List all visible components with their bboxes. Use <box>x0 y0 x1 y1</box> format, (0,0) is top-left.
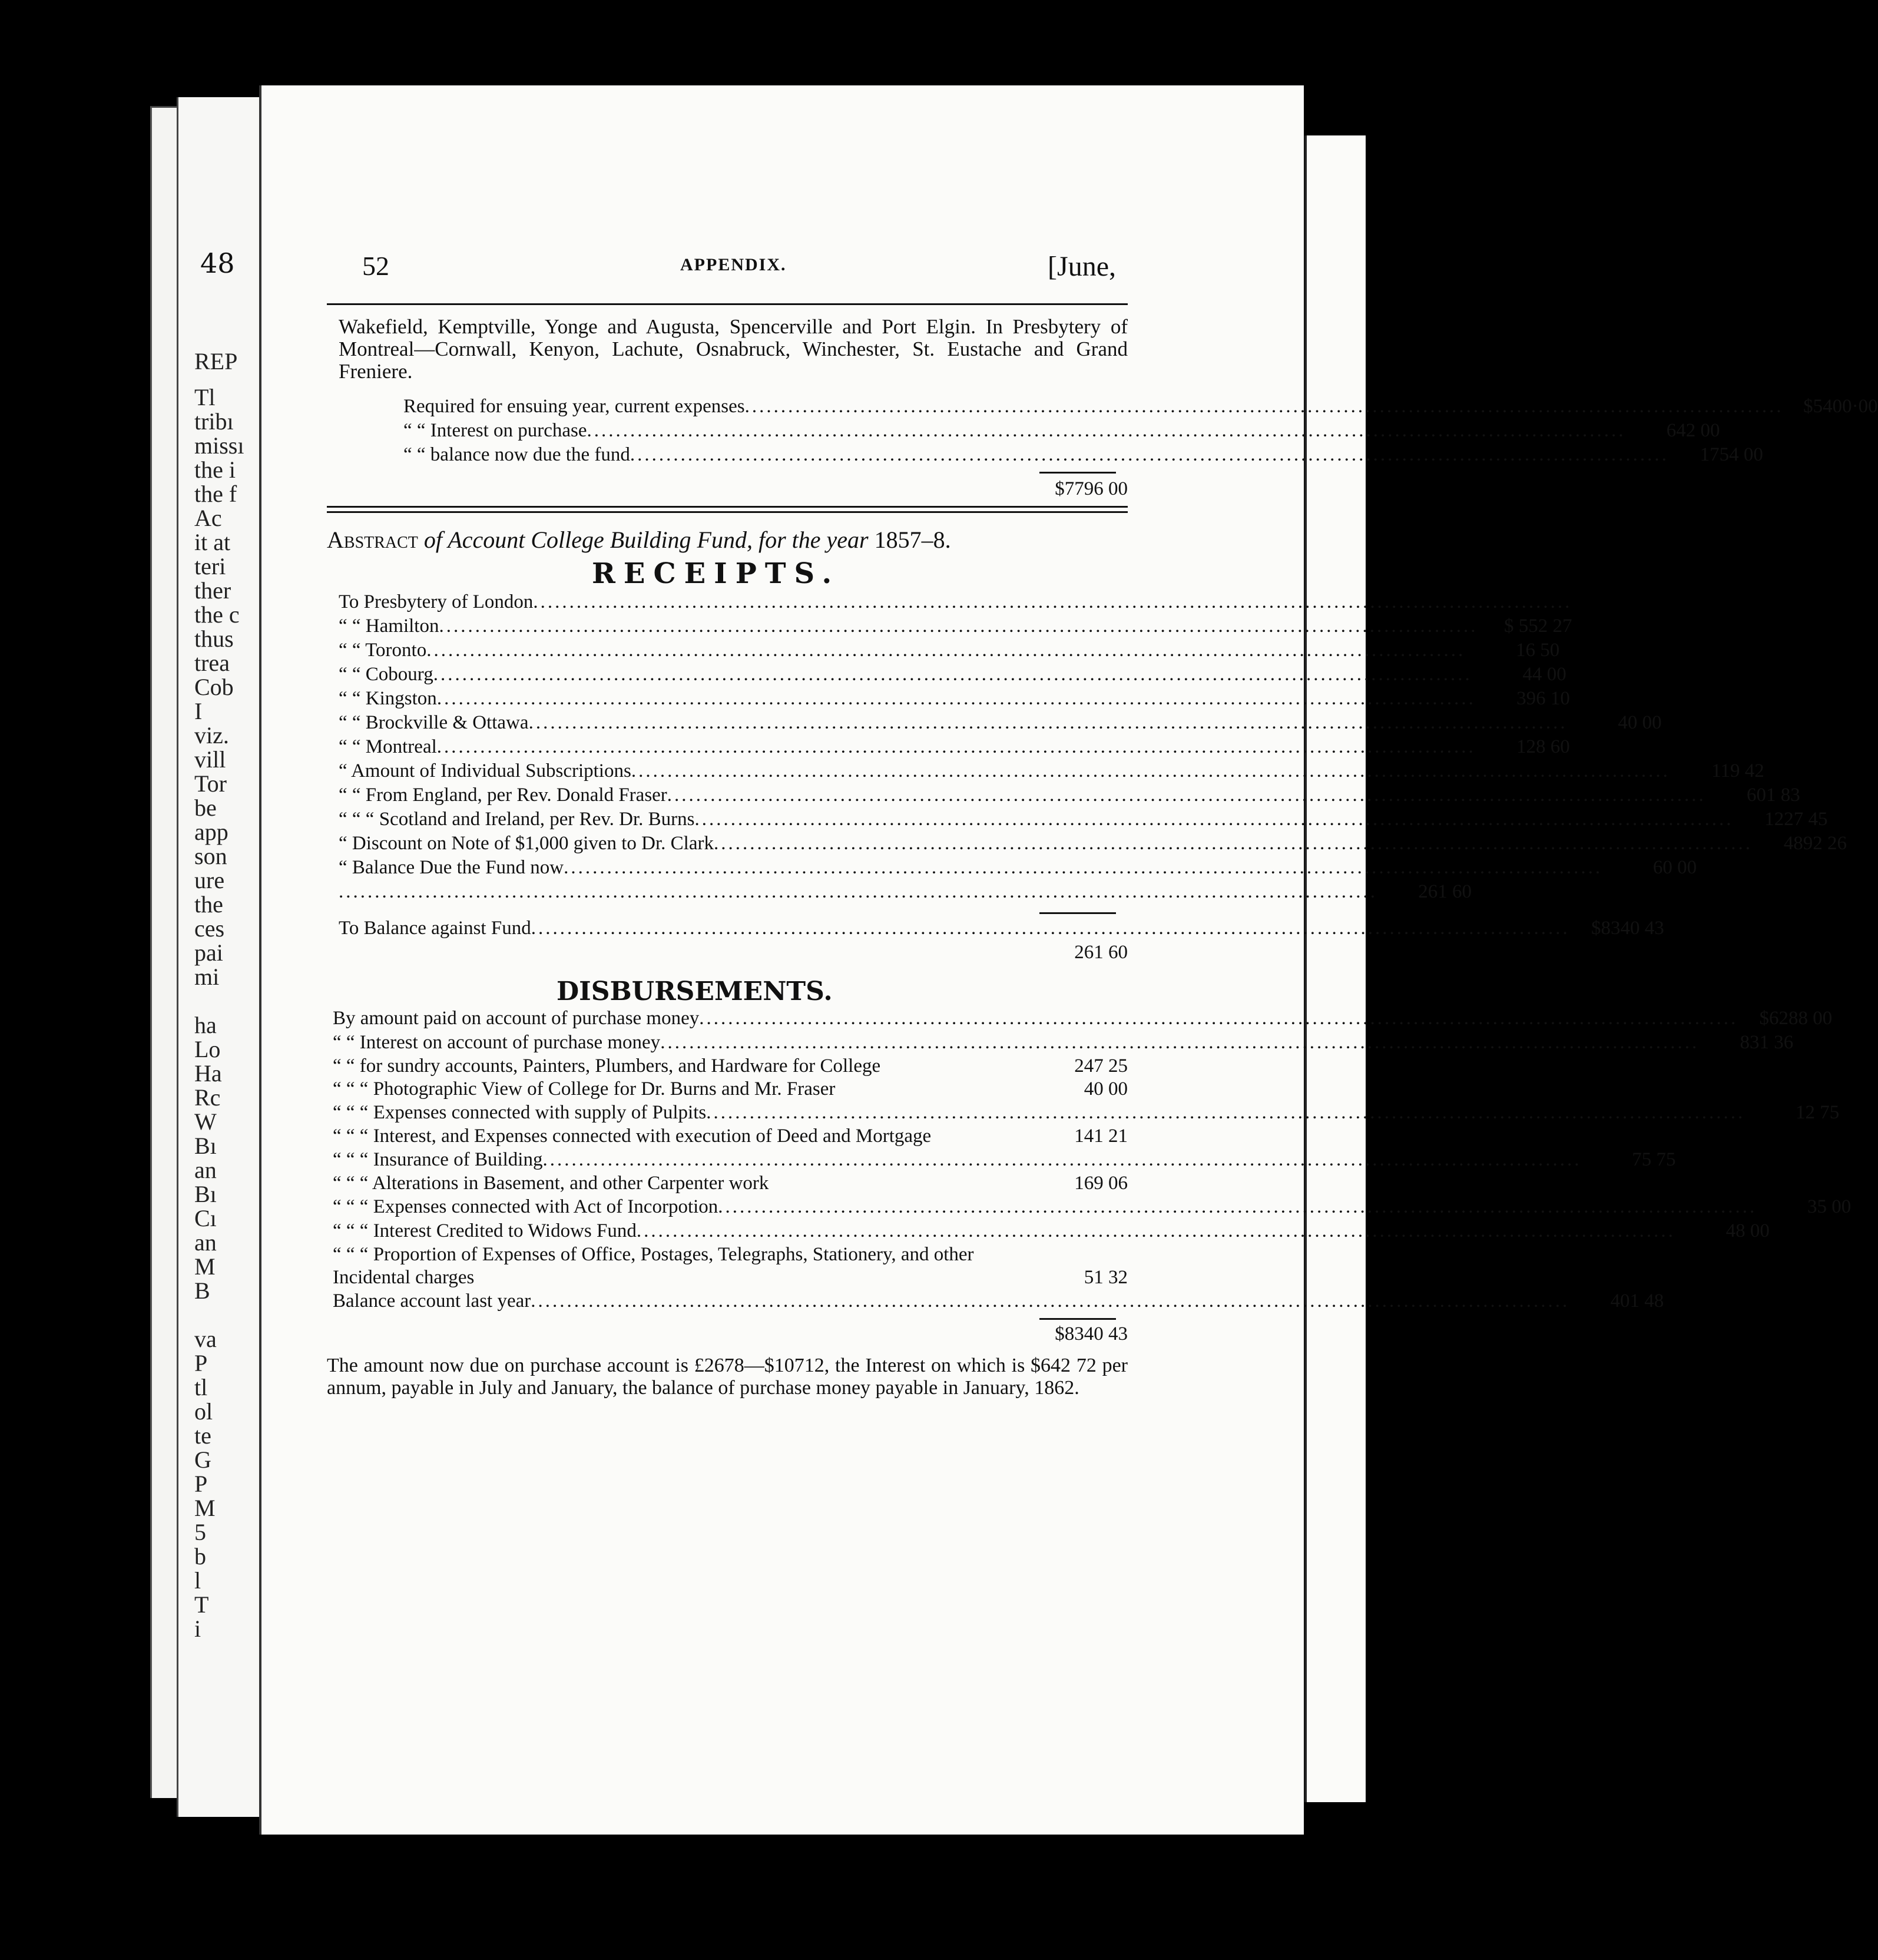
receipt-row-amount: 601 83 <box>1747 784 1800 806</box>
dot-leader <box>637 1219 1675 1243</box>
receipt-row <box>339 832 1847 856</box>
receipt-row-amount: 1227 45 <box>1764 809 1828 830</box>
disbursement-row-amount: 169 06 <box>1074 1173 1128 1194</box>
disbursement-row <box>333 1195 1851 1219</box>
required-row <box>403 443 1763 467</box>
receipt-row-amount: 4892 26 <box>1783 833 1847 854</box>
receipt-row-label: “ Discount on Note of $1,000 given to Dr. Clark <box>339 833 714 854</box>
dot-leader <box>660 1031 1699 1055</box>
receipt-row-label: “ “ Brockville & Ottawa <box>339 712 529 733</box>
disbursement-row-label: By amount paid on account of purchase money <box>333 1008 700 1029</box>
balance-against-row <box>339 941 1128 965</box>
disbursements-sum-rule <box>1039 1318 1116 1320</box>
required-row-amount: $5400·00 <box>1803 396 1878 417</box>
receipts-sum-rule <box>1039 912 1116 914</box>
left-line-fragment: Bı <box>194 1181 217 1207</box>
disbursement-row <box>333 1148 1676 1172</box>
dot-leader <box>630 443 1669 467</box>
dot-leader <box>339 880 1377 904</box>
dot-leader <box>529 711 1568 735</box>
disbursement-row-amount: 141 21 <box>1074 1125 1128 1147</box>
receipt-row-label: “ “ Toronto <box>339 640 427 661</box>
disbursement-row <box>333 1055 1128 1078</box>
left-line-fragment: Ha <box>194 1060 222 1087</box>
left-line-fragment: Rc <box>194 1084 221 1111</box>
disbursement-row-amount: 401 48 <box>1610 1290 1664 1312</box>
running-date: [June, <box>1048 251 1116 282</box>
required-row-label: “ “ balance now due the fund <box>403 444 630 465</box>
left-line-fragment: mi <box>194 964 220 990</box>
disbursement-row-label: “ “ Interest on account of purchase money <box>333 1032 661 1053</box>
dot-leader <box>745 395 1784 419</box>
header-rule <box>327 303 1128 305</box>
disbursement-row-label: “ “ for sundry accounts, Painters, Plumbers, and Hardware for College <box>333 1055 881 1077</box>
left-line-fragment: the <box>194 891 223 918</box>
required-total-row <box>403 477 1128 501</box>
dot-leader <box>542 1148 1581 1172</box>
disbursement-row-amount: 75 75 <box>1632 1149 1676 1170</box>
disbursement-row-label: “ “ “ Expenses connected with supply of Pulpits <box>333 1102 707 1123</box>
page-number: 52 <box>362 251 389 281</box>
disbursement-row <box>333 1289 1664 1313</box>
disbursements-table <box>327 1007 1851 1346</box>
intro-paragraph: Wakefield, Kemptville, Yonge and Augusta, Spencerville and Port Elgin. In Presbytery of Montreal—Cornwall, Kenyon, Lachute, Osnabruck, Winchester, St. Eustache and Grand Freniere. <box>339 315 1128 383</box>
left-line-fragment: l <box>194 1567 201 1594</box>
disbursement-row-amount: 48 00 <box>1725 1220 1770 1241</box>
left-line-fragment: thus <box>194 625 234 652</box>
disbursement-row-amount: 247 25 <box>1074 1055 1128 1077</box>
receipt-row <box>339 783 1800 807</box>
left-line-fragment: teri <box>194 553 226 580</box>
disbursements-total: $8340 43 <box>1055 1323 1128 1345</box>
disbursement-row-amount: $6288 00 <box>1759 1008 1833 1029</box>
left-line-fragment: viz. <box>194 722 229 749</box>
left-line-fragment: missı <box>194 432 244 459</box>
required-total: $7796 00 <box>1055 478 1128 499</box>
disbursement-row <box>333 1007 1833 1031</box>
left-line-fragment: vill <box>194 746 226 773</box>
left-line-fragment: Lo <box>194 1036 221 1062</box>
disbursement-row-label: “ “ “ Insurance of Building <box>333 1149 543 1170</box>
abstract-heading <box>327 526 1128 554</box>
receipts-total-row <box>339 916 1664 941</box>
dot-leader <box>437 735 1476 759</box>
left-line-fragment: Tor <box>194 770 227 797</box>
section-double-rule <box>327 506 1128 513</box>
disbursement-row <box>333 1219 1770 1243</box>
dot-leader <box>718 1195 1757 1219</box>
disbursement-row <box>333 1101 1840 1125</box>
left-line-fragment: an <box>194 1157 217 1183</box>
left-line-fragment: Cı <box>194 1205 217 1231</box>
left-line-fragment: i <box>194 1615 201 1642</box>
disbursement-row <box>333 1243 1128 1289</box>
balance-against-amount: 261 60 <box>1074 942 1128 963</box>
receipts-table <box>327 590 1847 965</box>
next-page-edge <box>1304 135 1366 1802</box>
required-row-label: “ “ Interest on purchase <box>403 420 587 441</box>
disbursement-row-label: “ “ “ Photographic View of College for Dr. Burns and Mr. Fraser <box>333 1078 836 1100</box>
left-line-fragment: W <box>194 1108 217 1135</box>
left-line-fragment: be <box>194 794 217 821</box>
left-line-fragment: tribı <box>194 408 234 435</box>
required-table <box>327 395 1878 501</box>
disbursement-row-amount: 12 75 <box>1795 1102 1840 1123</box>
receipt-row-amount: 60 00 <box>1652 857 1697 878</box>
dot-leader <box>667 783 1706 807</box>
receipt-row-label: “ “ Hamilton <box>339 615 439 637</box>
receipt-row-label: “ “ From England, per Rev. Donald Fraser <box>339 784 667 806</box>
disbursement-row-label: “ “ “ Expenses connected with Act of Incorpotion <box>333 1196 718 1217</box>
receipt-row-label: “ “ “ Scotland and Ireland, per Rev. Dr. Burns <box>339 809 695 830</box>
left-line-fragment: Cob <box>194 674 234 700</box>
dot-leader <box>564 856 1602 880</box>
left-line-fragment: ure <box>194 867 225 893</box>
disbursement-row-label: “ “ “ Alterations in Basement, and other Carpenter work <box>333 1173 769 1194</box>
left-line-fragment: pai <box>194 939 223 966</box>
disbursement-row <box>333 1172 1128 1195</box>
abstract-italic: of Account College Building Fund, for the year <box>423 527 869 553</box>
disbursements-title: DISBURSEMENTS. <box>557 976 833 1007</box>
receipt-row <box>339 711 1662 735</box>
receipt-row <box>339 880 1472 904</box>
left-line-fragment: T <box>194 1591 209 1618</box>
left-line-fragment: te <box>194 1422 211 1449</box>
dot-leader <box>631 759 1670 783</box>
receipt-row-label: “ Balance Due the Fund now <box>339 857 564 878</box>
left-line-fragment: Bı <box>194 1133 217 1159</box>
disbursement-row-label: “ “ “ Proportion of Expenses of Office, Postages, Telegraphs, Stationery, and other Incidental charges <box>333 1244 974 1288</box>
receipt-row <box>339 856 1697 880</box>
left-heading-fragment: REP <box>194 348 238 375</box>
receipt-row <box>339 735 1570 759</box>
disbursement-row <box>333 1031 1794 1055</box>
dot-leader <box>699 1007 1738 1031</box>
abstract-year: 1857–8. <box>874 527 951 553</box>
receipt-row-amount: 44 00 <box>1522 664 1566 685</box>
receipt-row-amount: $ 552 27 <box>1503 615 1572 637</box>
receipt-row <box>339 590 1128 614</box>
left-line-fragment: ther <box>194 577 231 604</box>
receipt-row-amount: 119 42 <box>1711 760 1764 782</box>
required-row-amount: 1754 00 <box>1700 444 1763 465</box>
dot-leader <box>714 832 1753 856</box>
left-line-fragment: B <box>194 1277 210 1304</box>
disbursement-row <box>333 1078 1128 1101</box>
dot-leader <box>695 807 1734 832</box>
dot-leader <box>587 419 1626 443</box>
abstract-lead: Abstract <box>327 527 418 553</box>
left-line-fragment: the i <box>194 456 236 483</box>
left-line-fragment: the c <box>194 601 240 628</box>
dot-leader <box>439 614 1478 638</box>
footnote-paragraph: The amount now due on purchase account is £2678—$10712, the Interest on which is $642 72 per annum, payable in July and January, the balance of purchase money payable in January, 1862. <box>327 1355 1128 1399</box>
left-line-fragment: trea <box>194 650 230 676</box>
receipt-row <box>339 687 1570 711</box>
left-line-fragment: P <box>194 1350 208 1376</box>
left-line-fragment: M <box>194 1495 216 1521</box>
left-line-fragment: Tl <box>194 384 216 410</box>
receipt-row-amount: 128 60 <box>1516 736 1570 757</box>
required-row-label: Required for ensuing year, current expenses <box>403 396 745 417</box>
running-title: APPENDIX. <box>680 255 787 274</box>
disbursement-row-amount: 35 00 <box>1807 1196 1851 1217</box>
dot-leader <box>706 1101 1745 1125</box>
receipt-row <box>339 759 1764 783</box>
receipt-row-amount: 261 60 <box>1418 881 1472 902</box>
left-line-fragment: va <box>194 1326 217 1352</box>
disbursement-row-label: “ “ “ Interest, and Expenses connected with execution of Deed and Mortgage <box>333 1125 932 1147</box>
receipt-row <box>339 663 1566 687</box>
left-line-fragment: G <box>194 1446 211 1473</box>
receipt-row-label: “ Amount of Individual Subscriptions <box>339 760 631 782</box>
disbursement-row-label: Balance account last year <box>333 1290 531 1312</box>
running-header <box>327 250 1128 292</box>
dot-leader <box>531 1289 1569 1313</box>
receipt-row-label: To Presbytery of London <box>339 591 534 612</box>
receipt-row-amount: 16 50 <box>1515 640 1560 661</box>
left-line-fragment: ha <box>194 1012 217 1038</box>
left-line-fragment: the f <box>194 481 237 507</box>
receipt-row-label: “ “ Cobourg <box>339 664 433 685</box>
left-line-fragment: app <box>194 819 228 845</box>
disbursement-row-label: “ “ “ Interest Credited to Widows Fund <box>333 1220 637 1241</box>
left-line-fragment: P <box>194 1471 208 1497</box>
disbursement-row-amount: 51 32 <box>1084 1267 1128 1288</box>
left-line-fragment: b <box>194 1543 206 1570</box>
page-content <box>327 250 1878 1419</box>
left-line-fragment: Ac <box>194 505 222 531</box>
left-line-fragment: 5 <box>194 1519 206 1545</box>
left-line-fragment: it at <box>194 529 231 555</box>
required-sum-rule <box>1039 472 1116 474</box>
disbursement-row-amount: 40 00 <box>1084 1078 1128 1100</box>
balance-against-label: To Balance against Fund <box>339 918 531 939</box>
required-row <box>403 395 1878 419</box>
left-line-fragment: tl <box>194 1374 208 1401</box>
required-row-amount: 642 00 <box>1666 420 1720 441</box>
receipt-row <box>339 614 1572 638</box>
left-page-number: 48 <box>200 247 235 279</box>
dot-leader <box>437 687 1476 711</box>
receipt-row-label: “ “ Montreal <box>339 736 437 757</box>
disbursements-total-row <box>333 1322 1128 1346</box>
required-row <box>403 419 1720 443</box>
dot-leader <box>533 590 1572 614</box>
disbursement-row <box>333 1125 1128 1148</box>
left-line-fragment: ces <box>194 915 225 942</box>
disbursement-row-amount: 831 36 <box>1740 1032 1794 1053</box>
left-line-fragment: M <box>194 1253 216 1280</box>
receipts-title: RECEIPTS. <box>592 557 840 590</box>
left-line-fragment: an <box>194 1229 217 1256</box>
left-line-fragment: son <box>194 843 227 869</box>
receipt-row-amount: 396 10 <box>1516 688 1570 709</box>
left-line-fragment: ol <box>194 1398 213 1425</box>
receipts-total: $8340 43 <box>1591 918 1664 939</box>
receipt-row <box>339 638 1560 663</box>
left-line-fragment: I <box>194 698 203 724</box>
dot-leader <box>426 638 1465 663</box>
receipt-row <box>339 807 1828 832</box>
dot-leader <box>433 663 1472 687</box>
receipt-row-label: “ “ Kingston <box>339 688 437 709</box>
receipt-row-amount: 40 00 <box>1618 712 1662 733</box>
